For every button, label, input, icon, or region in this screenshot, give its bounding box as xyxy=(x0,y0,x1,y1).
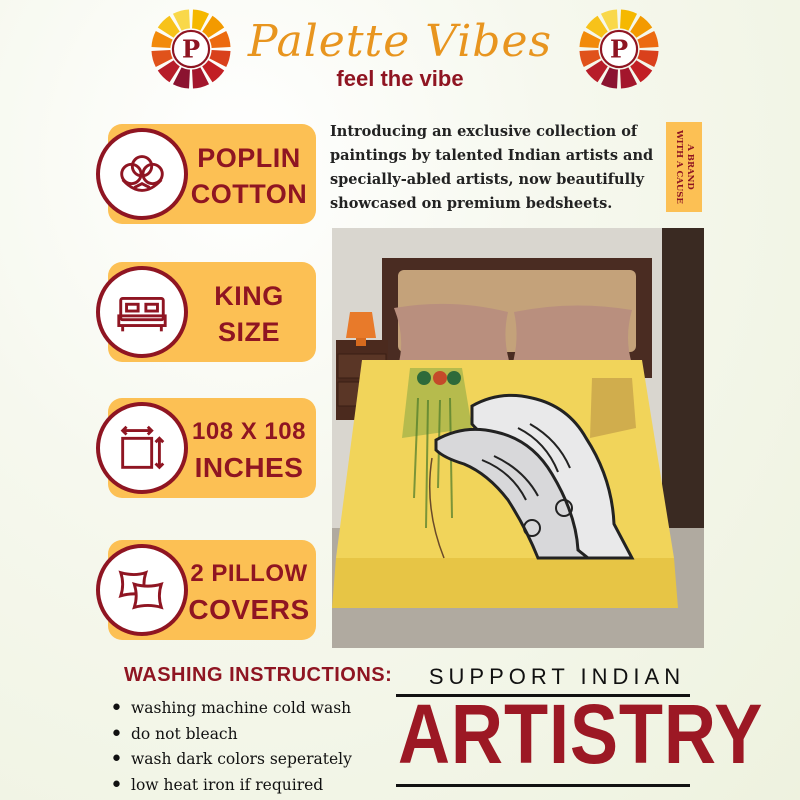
feature-icon-circle xyxy=(96,266,188,358)
dimensions-icon xyxy=(113,419,171,477)
brand-tagline: feel the vibe xyxy=(336,66,464,91)
feature-icon-circle xyxy=(96,544,188,636)
washing-title: WASHING INSTRUCTIONS: xyxy=(124,664,393,686)
list-item: • wash dark colors seperately xyxy=(110,747,352,773)
list-item: • washing machine cold wash xyxy=(110,696,352,722)
cotton-flower-icon xyxy=(113,145,171,203)
list-item: • low heat iron if required xyxy=(110,773,352,799)
feature-text-size: KING SIZE xyxy=(214,281,284,347)
feature-text-pillows: 2 PILLOW COVERS xyxy=(188,560,310,625)
feature-text-dimensions: 108 X 108 INCHES xyxy=(192,418,306,483)
intro-text: Introducing an exclusive collection of paintings by talented Indian artists and specially-abled artists, now beautifully showcased on premium bedsheets. xyxy=(330,123,654,212)
divider-bottom xyxy=(396,784,690,787)
product-photo xyxy=(332,228,704,648)
cause-badge: A BRAND WITH A CAUSE xyxy=(666,122,702,212)
bed-icon xyxy=(113,283,171,341)
pillow-icon xyxy=(113,561,171,619)
brand-name: Palette Vibes xyxy=(247,16,553,67)
support-heading: SUPPORT INDIAN xyxy=(428,664,686,689)
feature-icon-circle xyxy=(96,402,188,494)
logo-letter: P xyxy=(609,34,629,64)
feature-icon-circle xyxy=(96,128,188,220)
list-item: • do not bleach xyxy=(110,722,352,748)
logo-letter: P xyxy=(181,34,201,64)
artistry-heading: ARTISTRY xyxy=(397,687,764,781)
feature-text-fabric: POPLIN COTTON xyxy=(190,143,308,209)
washing-list xyxy=(110,696,352,798)
